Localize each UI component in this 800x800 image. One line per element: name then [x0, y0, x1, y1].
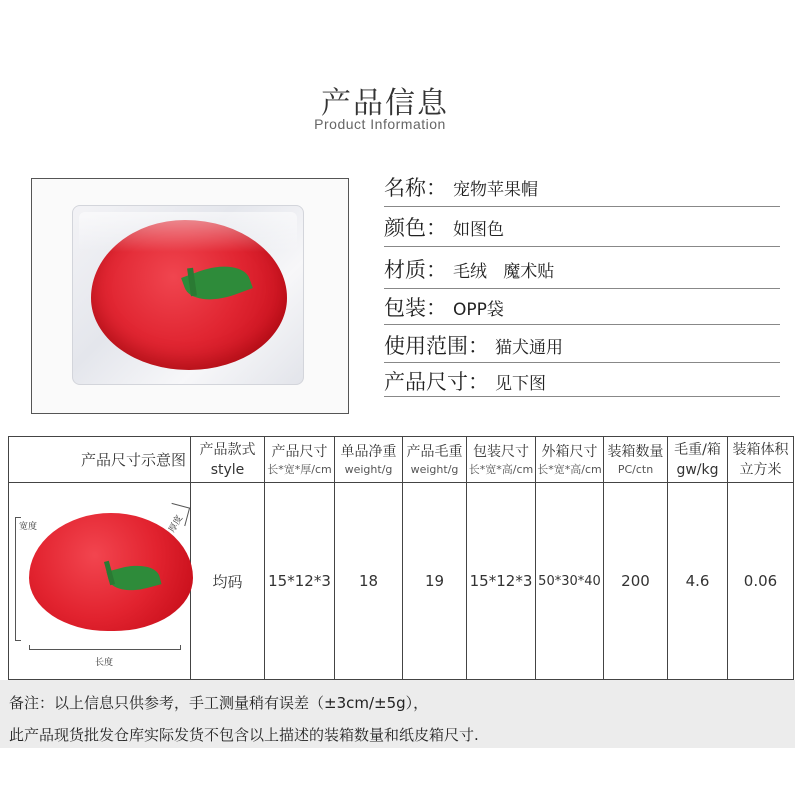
- header-label: 单品净重: [340, 443, 397, 460]
- table-header: [9, 437, 191, 483]
- header-label: 包装尺寸: [473, 443, 529, 460]
- table-header-row: [9, 437, 794, 483]
- info-package: [384, 292, 780, 325]
- table-header: [335, 437, 403, 483]
- info-value: 如图色: [453, 220, 504, 240]
- table-header: [403, 437, 467, 483]
- header-label: 产品款式: [199, 441, 256, 458]
- table-header: [728, 437, 794, 483]
- product-photo: [31, 178, 349, 414]
- table-cell: 200: [604, 483, 668, 680]
- header-sub: 立方米: [739, 461, 782, 478]
- info-material: [384, 254, 780, 289]
- info-value: 宠物苹果帽: [453, 180, 538, 200]
- table-header: [265, 437, 335, 483]
- table-cell: 4.6: [668, 483, 728, 680]
- info-name: [384, 172, 780, 207]
- header-label: 毛重/箱: [674, 441, 721, 458]
- header-label: 外箱尺寸: [541, 443, 598, 460]
- length-line: [29, 645, 181, 650]
- note-line: 备注：以上信息只供参考，手工测量稍有误差（±3cm/±5g），: [9, 694, 429, 712]
- header-sub: PC/ctn: [617, 462, 654, 476]
- thickness-label: 厚度: [167, 513, 186, 535]
- table-cell: 50*30*40: [536, 483, 604, 680]
- page-title: 产品信息: [321, 86, 449, 121]
- table-cell: 18: [335, 483, 403, 680]
- header-sub: 长*宽*高/cm: [537, 462, 602, 476]
- header-sub: 长*宽*厚/cm: [267, 462, 332, 476]
- info-key: 包装：: [384, 296, 447, 320]
- info-usage: [384, 330, 780, 363]
- length-label: 长度: [95, 658, 114, 668]
- table-cell: 15*12*3: [265, 483, 335, 680]
- header-sub: style: [210, 461, 245, 478]
- header-sub: 长*宽*高/cm: [468, 462, 534, 476]
- header-sub: weight/g: [344, 462, 393, 476]
- header-label: 装箱体积: [732, 441, 789, 458]
- table-cell: 0.06: [728, 483, 794, 680]
- table-header: [536, 437, 604, 483]
- info-size: [384, 366, 780, 397]
- info-key: 使用范围：: [384, 334, 489, 358]
- header-label: 产品尺寸示意图: [80, 450, 186, 469]
- header-sub: weight/g: [410, 462, 459, 476]
- width-label: 宽度: [19, 522, 38, 532]
- table-header: [191, 437, 265, 483]
- notes-box: [0, 680, 795, 748]
- size-diagram: [9, 483, 190, 679]
- info-key: 材质：: [384, 258, 447, 282]
- page-subtitle: Product Information: [314, 116, 446, 132]
- table-cell: 15*12*3: [467, 483, 536, 680]
- header-sub: gw/kg: [676, 461, 719, 478]
- spec-table: [8, 436, 794, 680]
- table-row: [9, 483, 794, 680]
- bag-shine: [79, 212, 297, 252]
- header-label: 产品毛重: [406, 443, 463, 460]
- table-header: [668, 437, 728, 483]
- info-value: 毛绒 魔术贴: [453, 262, 555, 282]
- width-line: [15, 517, 21, 641]
- table-cell: 19: [403, 483, 467, 680]
- info-value: 猫犬通用: [495, 338, 563, 358]
- info-key: 颜色：: [384, 216, 447, 240]
- opp-bag: [72, 205, 304, 385]
- header-label: 产品尺寸: [271, 443, 328, 460]
- info-value: OPP袋: [453, 300, 504, 320]
- note-line: 此产品现货批发仓库实际发货不包含以上描述的装箱数量和纸皮箱尺寸.: [9, 726, 479, 744]
- table-header: [467, 437, 536, 483]
- table-cell: 均码: [191, 483, 265, 680]
- info-key: 产品尺寸：: [384, 370, 489, 394]
- info-value: 见下图: [495, 374, 546, 394]
- info-color: [384, 212, 780, 247]
- header-label: 装箱数量: [607, 443, 664, 460]
- table-header: [604, 437, 668, 483]
- info-key: 名称：: [384, 176, 447, 200]
- size-diagram-cell: [9, 483, 191, 680]
